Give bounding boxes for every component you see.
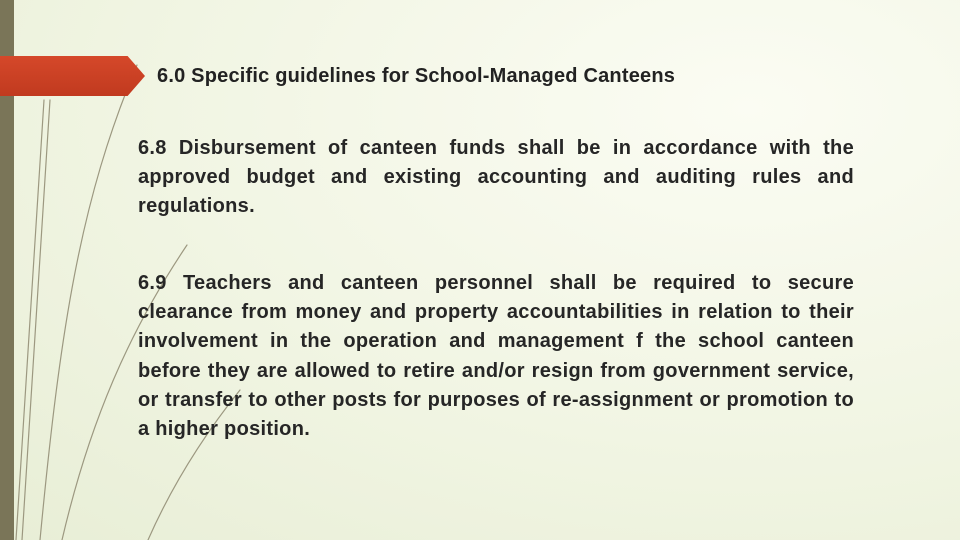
title-accent-tab — [0, 56, 145, 96]
paragraph-6-9: 6.9 Teachers and canteen personnel shall be required to secure clearance from money and property accountabilities in relation to their involvement in the operation and management f the school canteen before they are allowed to retire and/or resign from government service, or transfer to other posts for purposes of re-assignment or promotion to a higher position. — [138, 272, 854, 441]
slide-title: 6.0 Specific guidelines for School-Managed Canteens — [157, 65, 676, 87]
paragraph-6-8: 6.8 Disbursement of canteen funds shall be in accordance with the approved budget and existing accounting and auditing rules and regulations. — [138, 137, 854, 218]
